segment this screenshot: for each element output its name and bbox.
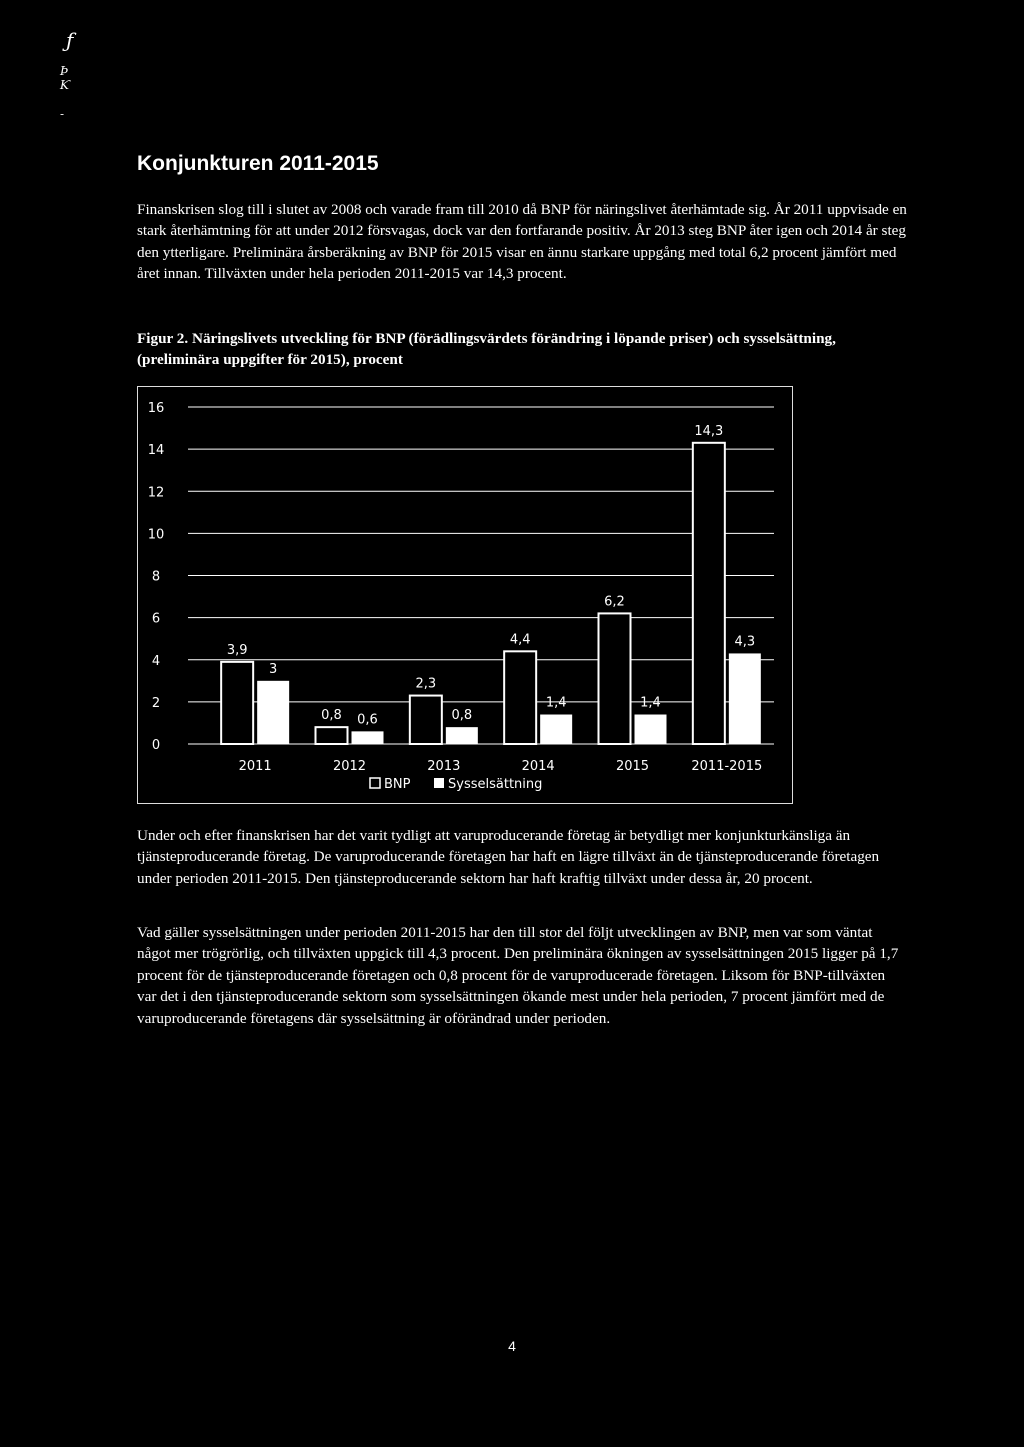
bnp-value-label: 14,3: [694, 423, 724, 439]
margin-mark: -: [60, 106, 65, 121]
bnp-value-label: 4,4: [509, 632, 531, 648]
employment-bar: [352, 731, 384, 744]
x-category-label: 2011-2015: [691, 759, 763, 774]
x-category-label: 2015: [615, 759, 650, 774]
employment-bar: [446, 727, 478, 744]
bnp-bar: [693, 443, 725, 744]
x-category-label: 2012: [332, 759, 367, 774]
y-tick-label: 4: [151, 653, 161, 669]
chart-frame: [137, 386, 793, 804]
employment-value-label: 1,4: [545, 695, 567, 711]
employment-bar: [729, 653, 761, 744]
section-heading: Konjunkturen 2011-2015: [137, 152, 379, 175]
employment-bar: [257, 681, 289, 744]
bnp-bar: [316, 727, 348, 744]
figure-caption: Figur 2. Näringslivets utveckling för BNP (förädlingsvärdets förändring i löpande priser) och sysselsättning, (preliminära uppgifter för 2015), procent: [137, 330, 836, 369]
margin-mark: Þ: [60, 64, 69, 78]
employment-value-label: 0,8: [451, 708, 473, 724]
bnp-bar: [410, 696, 442, 744]
margin-mark: Ƙ: [60, 78, 69, 93]
margin-marks: [60, 28, 73, 121]
employment-bar: [635, 715, 667, 744]
employment-value-label: 3: [269, 661, 278, 677]
employment-value-label: 4,3: [734, 634, 756, 650]
y-tick-label: 16: [147, 401, 165, 416]
intro-paragraph: Finanskrisen slog till i slutet av 2008 och varade fram till 2010 då BNP för näringslivet återhämtade sig. År 2011 uppvisade en stark återhämtning för att under 2012 försvagas, dock var den fortfarande positiv. År 2013 steg BNP åter igen och 2014 år steg den ytterligare. Preliminära årsberäkning av BNP för 2015 visar en ännu starkare uppgång med total 6,2 procent jämfört med året innan. Tillväxten under hela perioden 2011-2015 var 14,3 procent.: [137, 201, 907, 283]
legend-bnp-label: BNP: [384, 777, 411, 792]
bnp-bar: [221, 662, 253, 744]
employment-bar: [540, 715, 572, 744]
bnp-value-label: 6,2: [604, 594, 625, 610]
y-tick-label: 10: [147, 527, 165, 543]
page-number: 4: [508, 1338, 516, 1354]
legend-employment-label: Sysselsättning: [448, 777, 543, 792]
bnp-value-label: 3,9: [226, 642, 248, 658]
employment-value-label: 1,4: [640, 695, 661, 711]
bnp-value-label: 2,3: [415, 676, 437, 692]
legend-employment-swatch: [434, 778, 444, 788]
body-paragraph-2: Vad gäller sysselsättningen under perioden 2011-2015 har den till stor del följt utvecklingen av BNP, men var som väntat något mer trögrörlig, och tillväxten uppgick till 4,3 procent. Den preliminära ökningen av sysselsättningen 2015 ligger på 1,7 procent för de tjänsteproducerande företagen och 0,8 procent för de varuproducerade företagen. Liksom för BNP-tillväxten var det i den tjänsteproducerande sektorn som sysselsättningen ökande mest under hela perioden, 7 procent jämfört med de varuproducerande företagens där sysselsättning är oförändrad under perioden.: [137, 924, 899, 1027]
x-category-label: 2013: [427, 759, 461, 774]
margin-mark: ƒ: [66, 28, 74, 52]
y-tick-label: 12: [147, 485, 165, 501]
y-tick-label: 8: [151, 569, 161, 585]
x-category-label: 2011: [238, 759, 272, 774]
y-tick-label: 2: [151, 695, 161, 711]
bnp-bar: [599, 613, 631, 744]
employment-value-label: 0,6: [357, 712, 378, 728]
bar-chart: [138, 387, 794, 805]
legend-bnp-swatch: [370, 778, 380, 788]
bnp-bar: [504, 651, 536, 744]
y-tick-label: 6: [151, 611, 161, 627]
bnp-value-label: 0,8: [321, 708, 342, 724]
y-tick-label: 14: [147, 443, 165, 459]
y-tick-label: 0: [151, 738, 161, 753]
body-paragraph-1: Under och efter finanskrisen har det varit tydligt att varuproducerande företag är betydligt mer konjunkturkänsliga än tjänsteproducerande företag. De varuproducerande företagen har haft en lägre tillväxt än de tjänsteproducerande företagen under perioden 2011-2015. Den tjänsteproducerande sektorn har haft kraftig tillväxt under dessa år, 20 procent.: [137, 827, 880, 887]
x-category-label: 2014: [521, 759, 555, 774]
